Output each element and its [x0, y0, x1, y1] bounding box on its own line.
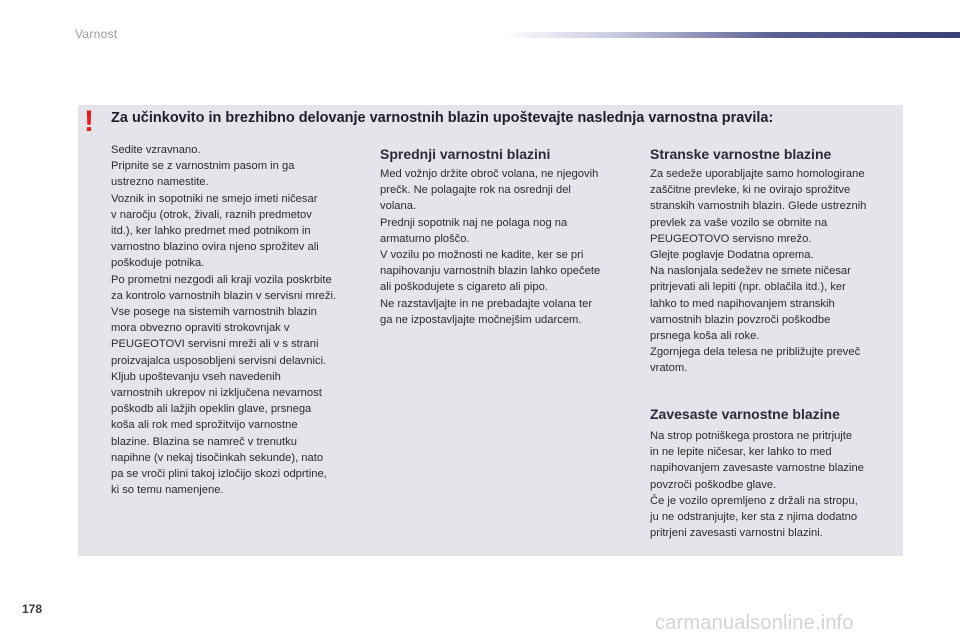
text-line: lahko to med napihovanjem stranskih [650, 297, 835, 310]
text-line: poškoduje potnika. [111, 257, 205, 270]
side-airbags-heading: Stranske varnostne blazine [650, 146, 832, 162]
text-line: zaščitne prevleke, ki ne ovirajo sprožitve [650, 184, 851, 197]
text-line: ga ne izpostavljajte močnejšim udarcem. [380, 313, 582, 326]
text-line: itd.), ker lahko predmet med potnikom in [111, 225, 311, 238]
text-line: napihovanjem zavesaste varnostne blazine [650, 462, 864, 475]
text-line: pa se vroči plini takoj izločijo skozi odprtine, [111, 468, 327, 481]
curtain-airbags-text [650, 428, 898, 541]
text-line: PEUGEOTOVI servisni mreži ali v s strani [111, 338, 319, 351]
text-line: napihovanju varnostnih blazin lahko opečete [380, 265, 601, 278]
text-line: ki so temu namenjene. [111, 484, 224, 497]
text-line: proizvajalca usposobljeni servisni delavnici. [111, 354, 327, 367]
text-line: PEUGEOTOVO servisno mrežo. [650, 232, 812, 245]
text-line: koša ali rok med sprožitvijo varnostne [111, 419, 298, 432]
text-line: Voznik in sopotniki ne smejo imeti ničesar [111, 192, 318, 205]
text-line: prsnega koša ali roke. [650, 330, 760, 343]
text-line: pritrjeni zavesasti varnostni blazini. [650, 527, 823, 540]
text-line: ustrezno namestite. [111, 176, 209, 189]
text-line: v naročju (otrok, živali, raznih predmetov [111, 208, 312, 221]
general-rules-text [111, 142, 366, 498]
text-line: povzroči poškodbe glave. [650, 478, 777, 491]
text-line: V vozilu po možnosti ne kadite, ker se pri [380, 249, 584, 262]
text-line: vratom. [650, 362, 688, 375]
text-line: Sedite vzravnano. [111, 144, 201, 156]
text-line: varnostno blazino ovira njeno sprožitev ali [111, 241, 319, 254]
watermark: carmanualsonline.info [655, 612, 854, 634]
text-line: Če je vozilo opremljeno z držali na stropu, [650, 494, 858, 507]
curtain-airbags-heading: Zavesaste varnostne blazine [650, 406, 840, 422]
text-line: Med vožnjo držite obroč volana, ne njegovih [380, 168, 599, 180]
text-line: Na strop potniškega prostora ne pritrjujte [650, 430, 853, 442]
text-line: armaturno ploščo. [380, 232, 470, 245]
page-number: 178 [22, 602, 43, 616]
text-line: mora obvezno opraviti strokovnjak v [111, 322, 290, 335]
text-line: varnostnih ukrepov ni izključena nevarnost [111, 387, 322, 400]
text-line: Prednji sopotnik naj ne polaga nog na [380, 216, 568, 229]
text-line: ju ne odstranjujte, ker sta z njima dodatno [650, 511, 858, 524]
text-line: ali poškodujete s cigareto ali pipo. [380, 281, 548, 294]
text-line: Ne razstavljajte in ne prebadajte volana ter [380, 297, 593, 310]
section-title: Varnost [75, 27, 118, 41]
text-line: varnostnih blazin povzroči poškodbe [650, 313, 831, 326]
warning-exclamation-icon: ! [84, 105, 94, 138]
front-airbags-heading: Sprednji varnostni blazini [380, 146, 551, 162]
text-line: Vse posege na sistemih varnostnih blazin [111, 306, 317, 319]
panel-heading: Za učinkovito in brezhibno delovanje varnostnih blazin upoštevajte naslednja varnostna pravila: [111, 110, 774, 126]
text-line: pritrjevati ali lepiti (npr. oblačila itd.), ker [650, 281, 846, 294]
text-line: volana. [380, 200, 417, 213]
side-airbags-text [650, 166, 898, 377]
text-line: napihne (v nekaj tisočinkah sekunde), nato [111, 451, 324, 464]
text-line: za kontrolo varnostnih blazin v servisni mreži. [111, 289, 337, 302]
text-line: Za sedeže uporabljajte samo homologirane [650, 168, 865, 180]
text-line: blazine. Blazina se namreč v trenutku [111, 435, 297, 448]
text-line: Zgornjega dela telesa ne približujte preveč [650, 346, 861, 359]
text-line: Pripnite se z varnostnim pasom in ga [111, 160, 295, 173]
front-airbags-text [380, 166, 642, 328]
text-line: Po prometni nezgodi ali kraji vozila poskrbite [111, 273, 332, 286]
text-line: prevlek za vaše vozilo se obrnite na [650, 216, 828, 229]
text-line: Glejte poglavje Dodatna oprema. [650, 249, 814, 262]
text-line: in ne lepite ničesar, ker lahko to med [650, 446, 832, 459]
text-line: prečk. Ne polagajte rok na osrednji del [380, 184, 571, 197]
header-gradient-bar [500, 32, 960, 38]
text-line: Na naslonjala sedežev ne smete ničesar [650, 265, 851, 278]
text-line: stranskih varnostnih blazin. Glede ustreznih [650, 200, 867, 213]
text-line: Kljub upoštevanju vseh navedenih [111, 370, 281, 383]
text-line: poškodb ali lažjih opeklin glave, prsnega [111, 403, 312, 416]
